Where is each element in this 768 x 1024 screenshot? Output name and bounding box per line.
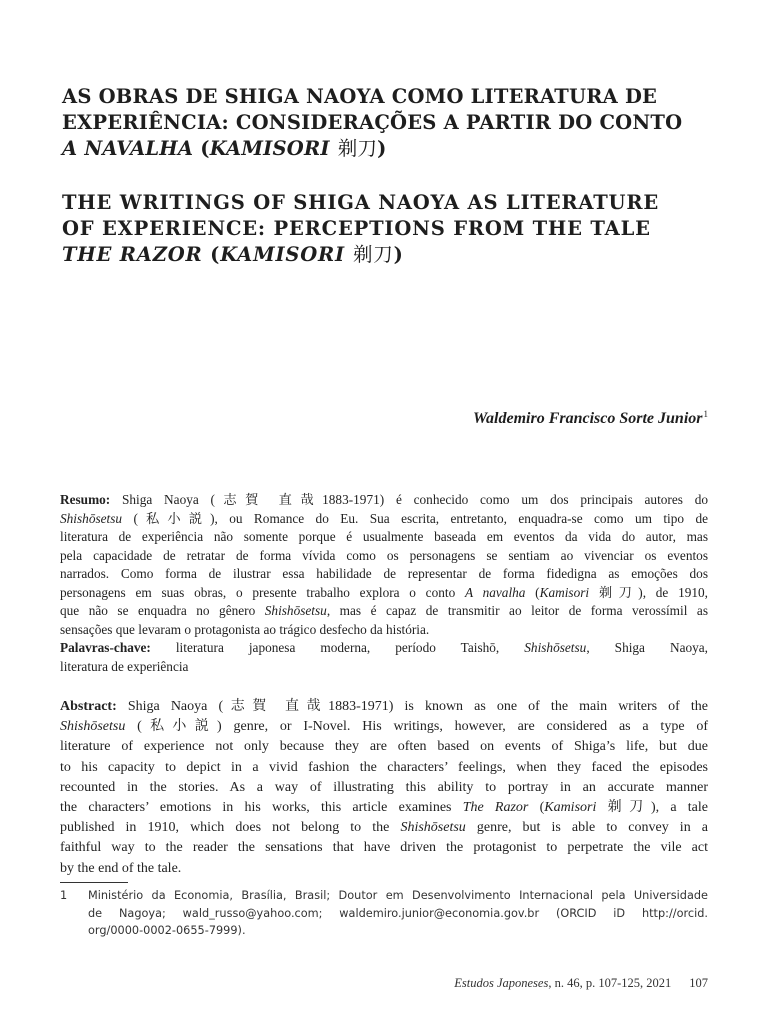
resumo-line: narrados. Como forma de ilustrar essa habilidade de representar de forma fidedigna as emoções dos <box>60 566 708 581</box>
resumo-text: personagens em suas obras, o presente trabalho explora o conto <box>60 584 465 600</box>
abstract-term: Shishōsetsu <box>60 719 126 735</box>
resumo-term: Shishōsetsu <box>60 510 123 526</box>
footnote-divider <box>60 882 128 883</box>
journal-name: Estudos Japoneses <box>454 976 549 990</box>
resumo-text: (私小説), ou Romance do Eu. Sua escrita, entretanto, enquadra-se como um tipo de <box>122 510 708 526</box>
abstract-term: Shishōsetsu <box>400 820 466 836</box>
abstract-line: literature of experience not only because they are often based on events of Shiga’s life, but due <box>60 739 708 755</box>
resumo-text: ( <box>525 584 540 600</box>
abstract-romaji: Kamisori <box>544 800 597 816</box>
title-en-line-1: THE WRITINGS OF SHIGA NAOYA AS LITERATURE <box>62 191 660 214</box>
title-pt-line-1: AS OBRAS DE SHIGA NAOYA COMO LITERATURA DE <box>62 85 658 108</box>
author-footnote-mark: 1 <box>703 409 708 419</box>
abstract-label: Abstract: <box>60 699 117 714</box>
title-pt-romaji: KAMISORI <box>209 137 330 160</box>
title-english <box>62 190 712 268</box>
title-en-paren-open: ( <box>202 243 221 266</box>
page-number: 107 <box>689 976 708 990</box>
resumo-line <box>60 491 708 510</box>
resumo-term: Shishōsetsu <box>264 603 327 618</box>
running-footer <box>454 975 708 991</box>
resumo-work-title: A navalha <box>464 584 526 600</box>
title-pt-line-2: EXPERIÊNCIA: CONSIDERAÇÕES A PARTIR DO CONTO <box>62 111 683 134</box>
keywords-text: literatura japonesa moderna, período Taishō, <box>150 640 525 655</box>
abstract-work-title: The Razor <box>462 800 529 816</box>
keywords-line <box>60 639 708 658</box>
footnote-line: Ministério da Economia, Brasília, Brasil; Doutor em Desenvolvimento Internacional pela Universidade <box>88 889 708 902</box>
abstract-line: faithful way to the reader the sensations that have driven the protagonist to perpetrate the vile act <box>60 840 708 856</box>
abstract-line <box>60 798 708 818</box>
abstract-line: by the end of the tale. <box>60 860 182 876</box>
resumo-line <box>60 584 708 603</box>
title-en-romaji: KAMISORI <box>220 243 345 266</box>
abstract-text: ( <box>528 800 545 816</box>
keywords-text: , Shiga Naoya, <box>586 640 708 655</box>
abstract-text: Shiga Naoya (志賀 直哉1883-1971) is known as one of the main writers of the <box>116 699 708 714</box>
title-en-kanji: 剃刀 <box>352 243 394 266</box>
resumo-text: , mas é capaz de transmitir ao leitor de forma verossímil as <box>326 603 709 618</box>
keywords-line: literatura de experiência <box>60 658 189 674</box>
abstract-text: published in 1910, which does not belong to the <box>60 820 401 836</box>
abstract-line <box>60 697 708 717</box>
footnote <box>60 887 708 940</box>
title-en-line-3 <box>62 242 712 268</box>
abstract-text: the characters’ emotions in his works, this article examines <box>60 800 463 816</box>
footnote-line: de Nagoya; wald_russo@yahoo.com; waldemiro.junior@economia.gov.br (ORCID iD http://orcid. <box>88 906 708 920</box>
resumo-line: literatura de experiência não somente porque é usualmente baseada em eventos da vida do autor, mas <box>60 529 708 544</box>
abstract-section <box>60 697 708 879</box>
title-pt-paren-open: ( <box>193 137 210 160</box>
footnote-line: org/0000-0002-0655-7999). <box>88 924 246 937</box>
keywords-label: Palavras-chave: <box>60 640 151 655</box>
title-en-work-title: THE RAZOR <box>62 243 203 266</box>
resumo-label: Resumo: <box>60 492 111 507</box>
abstract-text: (私小説) genre, or I-Novel. His writings, however, are considered as a type of <box>125 719 708 735</box>
title-en-paren-close: ) <box>393 243 404 266</box>
title-pt-line-3 <box>62 136 712 162</box>
resumo-text: que não se enquadra no gênero <box>60 603 265 618</box>
resumo-text: Shiga Naoya (志賀 直哉1883-1971) é conhecido como um dos principais autores do <box>110 492 708 507</box>
abstract-line <box>60 818 708 838</box>
abstract-line: recounted in the stories. As a way of illustrating this ability to portray in an accurate manner <box>60 779 708 795</box>
title-pt-paren-close: ) <box>377 137 387 160</box>
resumo-romaji: Kamisori <box>539 584 590 600</box>
resumo-line: pela capacidade de retratar de forma vívida como os personagens se sentiam ao vivenciar os eventos <box>60 547 708 563</box>
footnote-number: 1 <box>60 889 68 902</box>
resumo-section <box>60 491 708 676</box>
abstract-text: genre, but is able to convey in a <box>465 820 708 836</box>
abstract-line <box>60 717 708 737</box>
keywords-term: Shishōsetsu <box>524 640 587 655</box>
resumo-line <box>60 602 708 621</box>
resumo-text: 剃刀), de 1910, <box>589 584 708 600</box>
title-pt-kanji: 剃刀 <box>337 137 378 160</box>
title-portuguese <box>62 84 712 162</box>
author-byline <box>473 404 708 429</box>
resumo-line: sensações que levaram o protagonista ao trágico desfecho da história. <box>60 621 430 637</box>
resumo-line <box>60 510 708 529</box>
journal-citation: , n. 46, p. 107-125, 2021 <box>548 976 672 990</box>
author-name: Waldemiro Francisco Sorte Junior <box>472 410 703 427</box>
footnote-body <box>88 887 708 940</box>
title-en-line-2: OF EXPERIENCE: PERCEPTIONS FROM THE TALE <box>62 217 651 240</box>
title-pt-work-title: A NAVALHA <box>62 137 194 160</box>
abstract-line: to his capacity to depict in a vivid fashion the characters’ feelings, when they faced the episodes <box>60 759 708 775</box>
abstract-text: 剃刀), a tale <box>596 800 708 816</box>
